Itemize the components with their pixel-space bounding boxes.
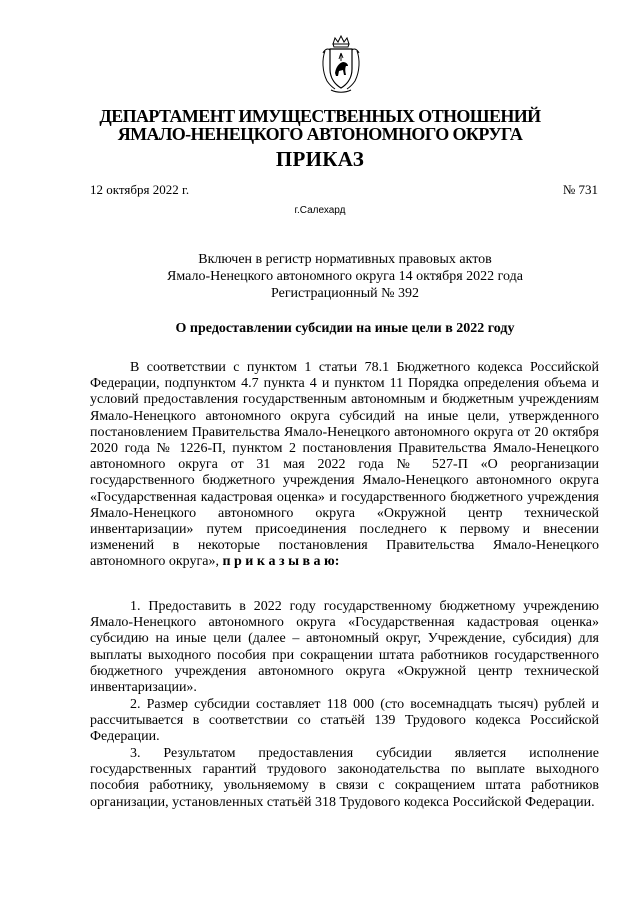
department-name-line2: ЯМАЛО-НЕНЕЦКОГО АВТОНОМНОГО ОКРУГА: [117, 124, 523, 144]
order-word: п р и к а з ы в а ю:: [222, 554, 340, 570]
registration-line1: Включен в регистр нормативных правовых актов: [198, 252, 492, 267]
document-city: г.Салехард: [294, 205, 346, 216]
preamble-text: В соответствии с пунктом 1 статьи 78.1 Бюджетного кодекса Российской Федерации, подпунктом 4.7 пункта 4 и пунктом 11 Порядка определения объема и условий предоставления государственным автономным и бюджетным учреждениям Ямало-Ненецкого автономного округа субсидий на иные цели, утвержденного постановлением Правительства Ямало-Ненецкого автономного округа от 20 октября 2020 года № 1226-П, пунктом 2 постановления Правительства Ямало-Ненецкого автономного округа от 31 мая 2022 года № 527-П «О реорганизации государственного бюджетного учреждения Ямало-Ненецкого автономного округа «Государственная кадастровая оценка» и государственного бюджетного учреждения Ямало-Ненецкого автономного округа «Окружной центр технической инвентаризации» путем присоединения последнего к первому и внесении изменений в некоторые постановления Правительства Ямало-Ненецкого автономного округа»,: [90, 360, 599, 570]
item-3-paragraph: 3. Результатом предоставления субсидии является исполнение государственных гарантий трудового законодательства по выплате выходного пособия работнику, увольняемому в связи с сокращением штата работников организации, установленных статьёй 318 Трудового кодекса Российской Федерации.: [90, 746, 599, 810]
document-type: ПРИКАЗ: [275, 147, 365, 171]
document-title: О предоставлении субсидии на иные цели в 2022 году: [175, 321, 515, 336]
item-2-paragraph: 2. Размер субсидии составляет 118 000 (сто восемнадцать тысяч) рублей и рассчитывается в соответствии со статьёй 139 Трудового кодекса Российской Федерации.: [90, 697, 599, 745]
preamble-paragraph: [90, 360, 599, 571]
department-name-line1: ДЕПАРТАМЕНТ ИМУЩЕСТВЕННЫХ ОТНОШЕНИЙ: [99, 106, 541, 126]
coat-of-arms-icon: [319, 35, 363, 95]
registration-line2: Ямало-Ненецкого автономного округа 14 октября 2022 года: [167, 269, 523, 284]
registration-line3: Регистрационный № 392: [271, 286, 419, 301]
item-1-paragraph: 1. Предоставить в 2022 году государственному бюджетному учреждению Ямало-Ненецкого автономного округа «Государственная кадастровая оценка» субсидию на иные цели (далее – автономный округ, Учреждение, субсидия) для выплаты выходного пособия при сокращении штата работников государственного бюджетного учреждения автономного округа «Окружной центр технической инвентаризации».: [90, 599, 599, 696]
document-number: № 731: [562, 182, 598, 197]
document-date: 12 октября 2022 г.: [90, 182, 190, 197]
